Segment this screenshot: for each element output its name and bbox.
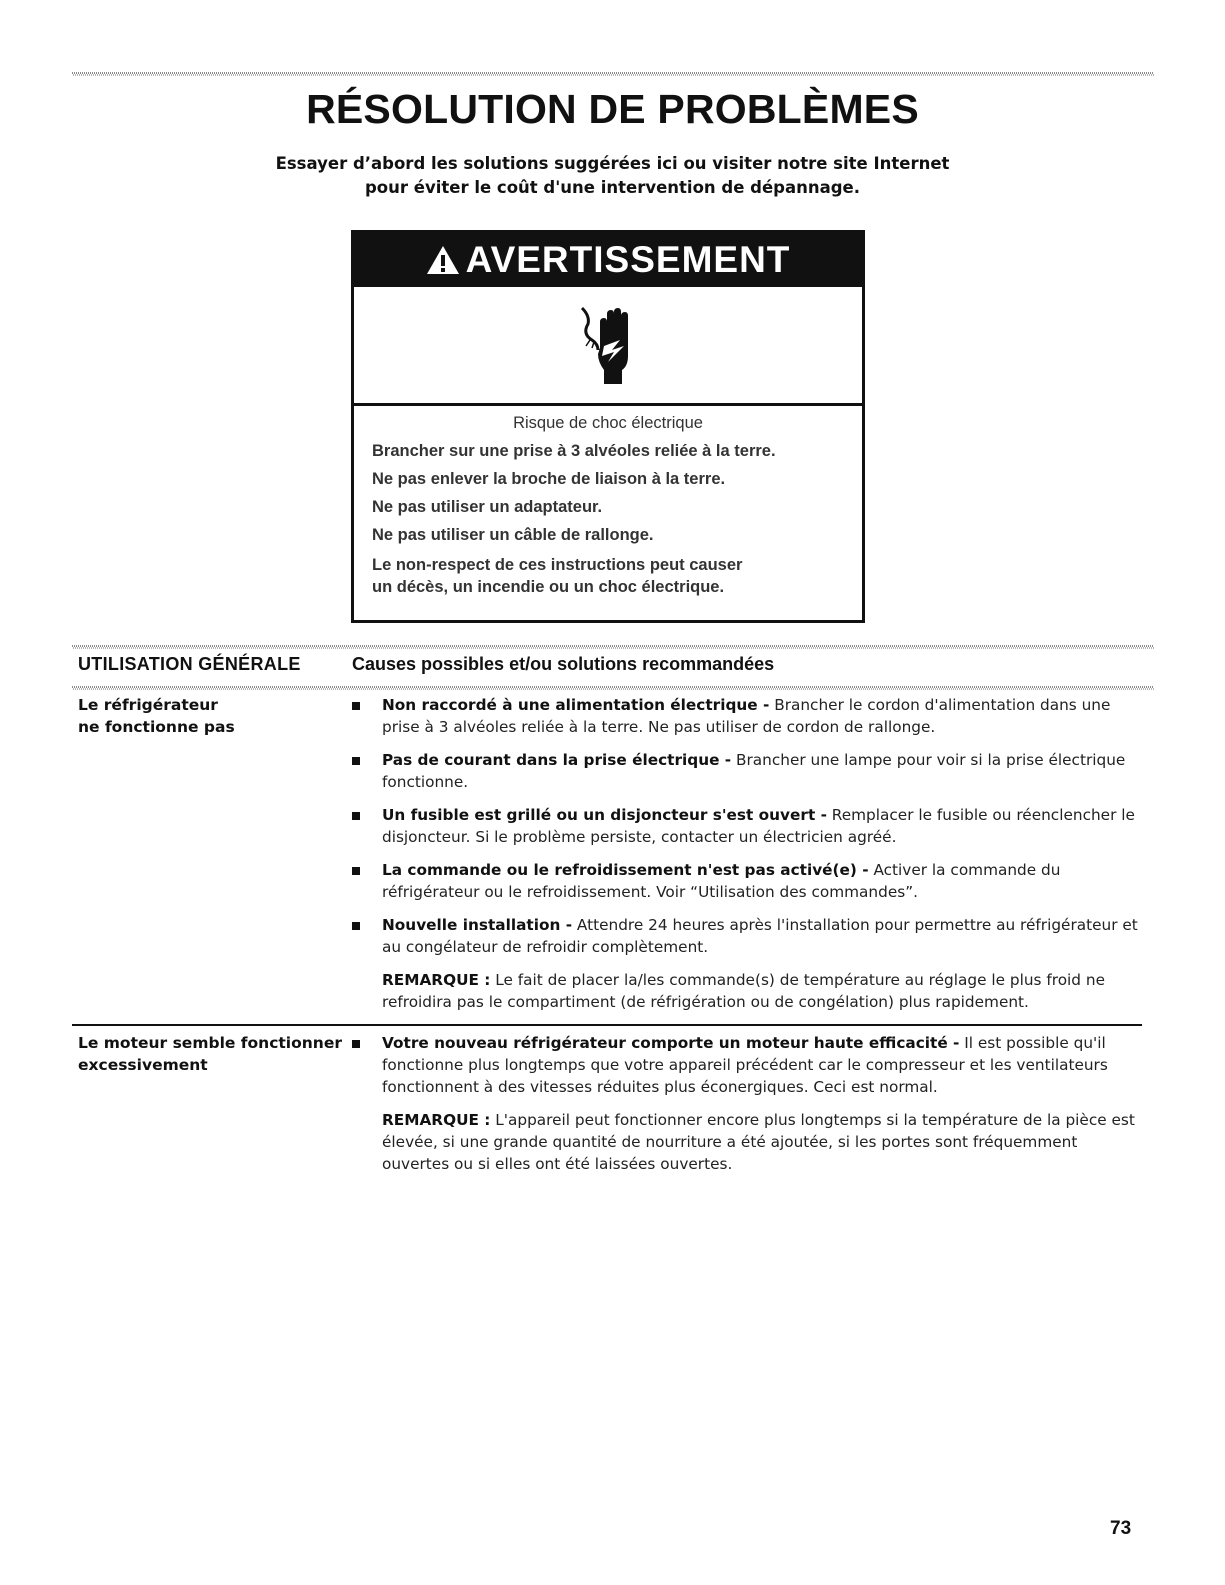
solution-text: Brancher une lampe pour voir si la prise électrique fonctionne.: [382, 751, 1126, 791]
page-number: 73: [1110, 1518, 1132, 1539]
subtitle-line-2: pour éviter le coût d'une intervention de dépannage.: [365, 178, 860, 197]
list-item: [350, 914, 1140, 958]
table-top-rule: [72, 645, 1154, 649]
warning-line: Ne pas enlever la broche de liaison à la terre.: [372, 470, 726, 488]
warning-box: [351, 230, 865, 623]
list-item: [350, 694, 1140, 738]
warning-consequence: [372, 554, 844, 598]
cause-label: Un fusible est grillé ou un disjoncteur s'est ouvert -: [382, 806, 827, 824]
bullet-icon: [352, 812, 360, 820]
warning-text: [354, 406, 862, 598]
solution-text: Activer la commande du réfrigérateur ou le refroidissement. Voir “Utilisation des commandes”.: [382, 861, 1061, 901]
column-header-solutions: Causes possibles et/ou solutions recommandées: [352, 654, 775, 674]
list-item: [350, 749, 1140, 793]
solutions-list: [350, 1032, 1140, 1186]
bullet-icon: [352, 867, 360, 875]
page-title: RÉSOLUTION DE PROBLÈMES: [306, 86, 919, 132]
note: [350, 969, 1140, 1013]
problem-title-line-2: excessivement: [78, 1056, 208, 1074]
solution-text: Remplacer le fusible ou réenclencher le disjoncteur. Si le problème persiste, contacter un électricien agréé.: [382, 806, 1135, 846]
note: [350, 1109, 1140, 1175]
warning-line: Ne pas utiliser un adaptateur.: [372, 498, 603, 516]
column-header-category: UTILISATION GÉNÉRALE: [78, 654, 301, 674]
subtitle-line-1: Essayer d’abord les solutions suggérées ici ou visiter notre site Internet: [275, 154, 950, 173]
problem-title-line-2: ne fonctionne pas: [78, 718, 235, 736]
problem-title-line-1: Le réfrigérateur: [78, 696, 218, 714]
cause-label: Pas de courant dans la prise électrique -: [382, 751, 732, 769]
bullet-icon: [352, 757, 360, 765]
bullet-icon: [352, 702, 360, 710]
hazard-icon-area: [354, 287, 862, 406]
warning-line: Ne pas utiliser un câble de rallonge.: [372, 526, 654, 544]
problem-title: [78, 694, 343, 738]
note-label: REMARQUE :: [382, 1111, 491, 1129]
warning-header-label: AVERTISSEMENT: [465, 239, 791, 280]
list-item: [350, 1032, 1140, 1098]
warning-triangle-icon: [426, 245, 460, 275]
problem-title: [78, 1032, 343, 1076]
note-label: REMARQUE :: [382, 971, 491, 989]
solution-text: Il est possible qu'il fonctionne plus longtemps que votre appareil précédent car le compresseur et les ventilateurs fonctionnent à des vitesses réduites plus éconergiques. Ceci est normal.: [382, 1034, 1108, 1096]
cause-label: La commande ou le refroidissement n'est pas activé(e) -: [382, 861, 869, 879]
problem-title-line-1: Le moteur semble fonctionner: [78, 1034, 342, 1052]
warning-risk: Risque de choc électrique: [513, 414, 703, 432]
warning-header: [354, 233, 862, 287]
top-rule: [72, 72, 1154, 76]
warning-consequence-line-2: un décès, un incendie ou un choc électrique.: [372, 578, 725, 596]
cause-label: Votre nouveau réfrigérateur comporte un moteur haute efficacité -: [382, 1034, 960, 1052]
list-item: [350, 859, 1140, 903]
solution-text: Brancher le cordon d'alimentation dans une prise à 3 alvéoles reliée à la terre. Ne pas utiliser de cordon de rallonge.: [382, 696, 1111, 736]
list-item: [350, 804, 1140, 848]
solution-text: Attendre 24 heures après l'installation pour permettre au réfrigérateur et au congélateur de refroidir complètement.: [382, 916, 1138, 956]
note-text: Le fait de placer la/les commande(s) de température au réglage le plus froid ne refroidira pas le compartiment (de réfrigération ou de congélation) plus rapidement.: [382, 971, 1105, 1011]
warning-line: Brancher sur une prise à 3 alvéoles reliée à la terre.: [372, 442, 776, 460]
section-divider: [72, 1024, 1142, 1026]
table-header-rule: [72, 686, 1154, 690]
cause-label: Nouvelle installation -: [382, 916, 573, 934]
bullet-icon: [352, 922, 360, 930]
solutions-list: [350, 694, 1140, 1024]
electric-shock-hand-icon: [568, 300, 648, 390]
note-text: L'appareil peut fonctionner encore plus longtemps si la température de la pièce est élevée, si une grande quantité de nourriture a été ajoutée, si les portes sont fréquemment ouvertes ou si elles ont été laissées ouvertes.: [382, 1111, 1135, 1173]
cause-label: Non raccordé à une alimentation électrique -: [382, 696, 770, 714]
bullet-icon: [352, 1040, 360, 1048]
warning-consequence-line-1: Le non-respect de ces instructions peut causer: [372, 556, 743, 574]
page-subtitle: [0, 152, 1225, 200]
